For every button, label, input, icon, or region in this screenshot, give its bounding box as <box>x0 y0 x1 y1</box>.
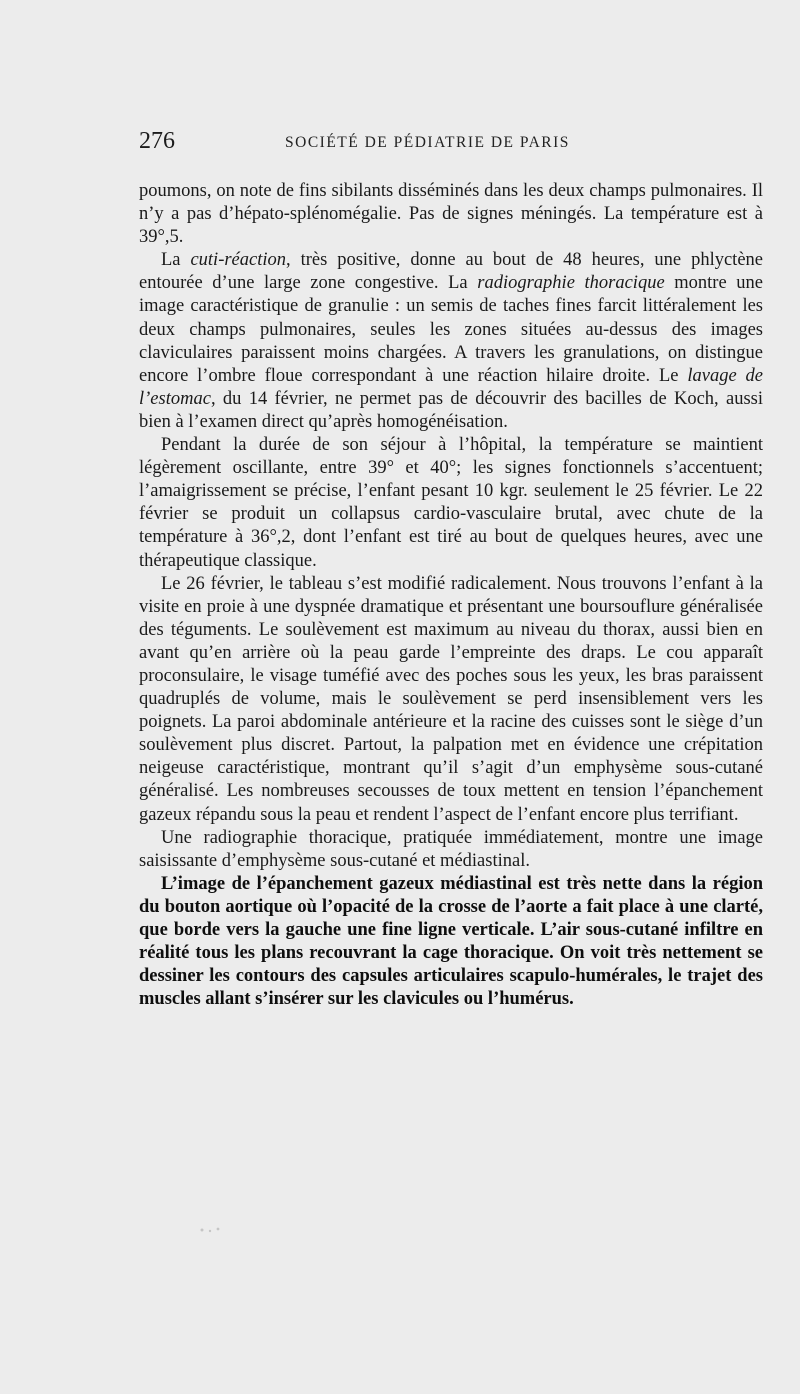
paragraph-5 <box>139 827 763 873</box>
paragraph-3-text: Pendant la durée de son séjour à l’hôpital, la température se maintient légèrement oscillante, entre 39° et 40°; les signes fonctionnels s’accentuent; l’amaigrissement se précise, l’enfant pesant 10 kgr. seulement le 25 février. Le 22 février se produit un collapsus cardio-vasculaire brutal, avec chute de la température à 36°,2, dont l’enfant est tiré au bout de quelques heures, avec une thérapeutique classique. <box>139 435 763 571</box>
paragraph-1 <box>139 180 763 249</box>
running-title: SOCIÉTÉ DE PÉDIATRIE DE PARIS <box>285 134 570 151</box>
stray-ink-mark <box>196 1224 226 1236</box>
page-number: 276 <box>139 128 175 154</box>
paragraph-2-text-e: montre une image caractéristique de granulie : un semis de taches fines farcit littéralement les deux champs pulmonaires, seules les zones situées au-dessus des images claviculaires paraissent moins chargées. A travers les granulations, on distingue encore l’ombre floue correspondant à une réaction hilaire droite. Le <box>139 273 763 386</box>
paragraph-4 <box>139 573 763 827</box>
paragraph-5-text: Une radiographie thoracique, pratiquée immédiatement, montre une image saisissante d’emphysème sous-cutané et médiastinal. <box>139 827 763 871</box>
page-header <box>139 128 759 168</box>
paragraph-1-text: poumons, on note de fins sibilants disséminés dans les deux champs pulmonaires. Il n’y a pas d’hépato-splénomégalie. Pas de signes méningés. La température est à 39°,5. <box>139 181 763 248</box>
paragraph-2 <box>139 249 763 434</box>
italic-lavage-estomac: lavage de l’estomac <box>139 365 763 409</box>
paragraph-2-text-c: , très positive, donne au bout de 48 heures, une phlyctène entourée d’une large zone congestive. La <box>139 250 763 294</box>
paragraph-6 <box>139 873 763 1012</box>
paragraph-3 <box>139 434 763 573</box>
italic-radiographie-thoracique: radiographie thoracique <box>477 273 665 294</box>
paragraph-2-text-a: La <box>161 250 191 271</box>
body-text <box>139 180 763 1011</box>
paragraph-2-text-g: , du 14 février, ne permet pas de découvrir des bacilles de Koch, aussi bien à l’examen direct qu’après homogénéisation. <box>139 388 763 432</box>
italic-cuti-reaction: cuti-réaction <box>190 250 287 271</box>
paragraph-4-text: Le 26 février, le tableau s’est modifié radicalement. Nous trouvons l’enfant à la visite en proie à une dyspnée dramatique et présentant une boursouflure généralisée des téguments. Le soulèvement est maximum au niveau du thorax, aussi bien en avant qu’en arrière où la peau garde l’empreinte des draps. Le cou apparaît proconsulaire, le visage tuméfié avec des poches sous les yeux, les bras paraissent quadruplés de volume, mais le soulèvement se perd insensiblement vers les poignets. La paroi abdominale antérieure et la racine des cuisses sont le siège d’un soulèvement plus discret. Partout, la palpation met en évidence une crépitation neigeuse caractéristique, montrant qu’il s’agit d’un emphysème sous-cutané généralisé. Les nombreuses secousses de toux mettent en tension l’épanchement gazeux répandu sous la peau et rendent l’aspect de l’enfant encore plus terrifiant. <box>139 573 763 825</box>
paragraph-6-text: L’image de l’épanchement gazeux médiastinal est très nette dans la région du bouton aortique où l’opacité de la crosse de l’aorte a fait place à une clarté, que borde vers la gauche une fine ligne verticale. L’air sous-cutané infiltre en réalité tous les plans recouvrant la cage thoracique. On voit très nettement se dessiner les contours des capsules articulaires scapulo-humérales, le trajet des muscles allant s’insérer sur les clavicules ou l’humérus. <box>139 873 763 1010</box>
